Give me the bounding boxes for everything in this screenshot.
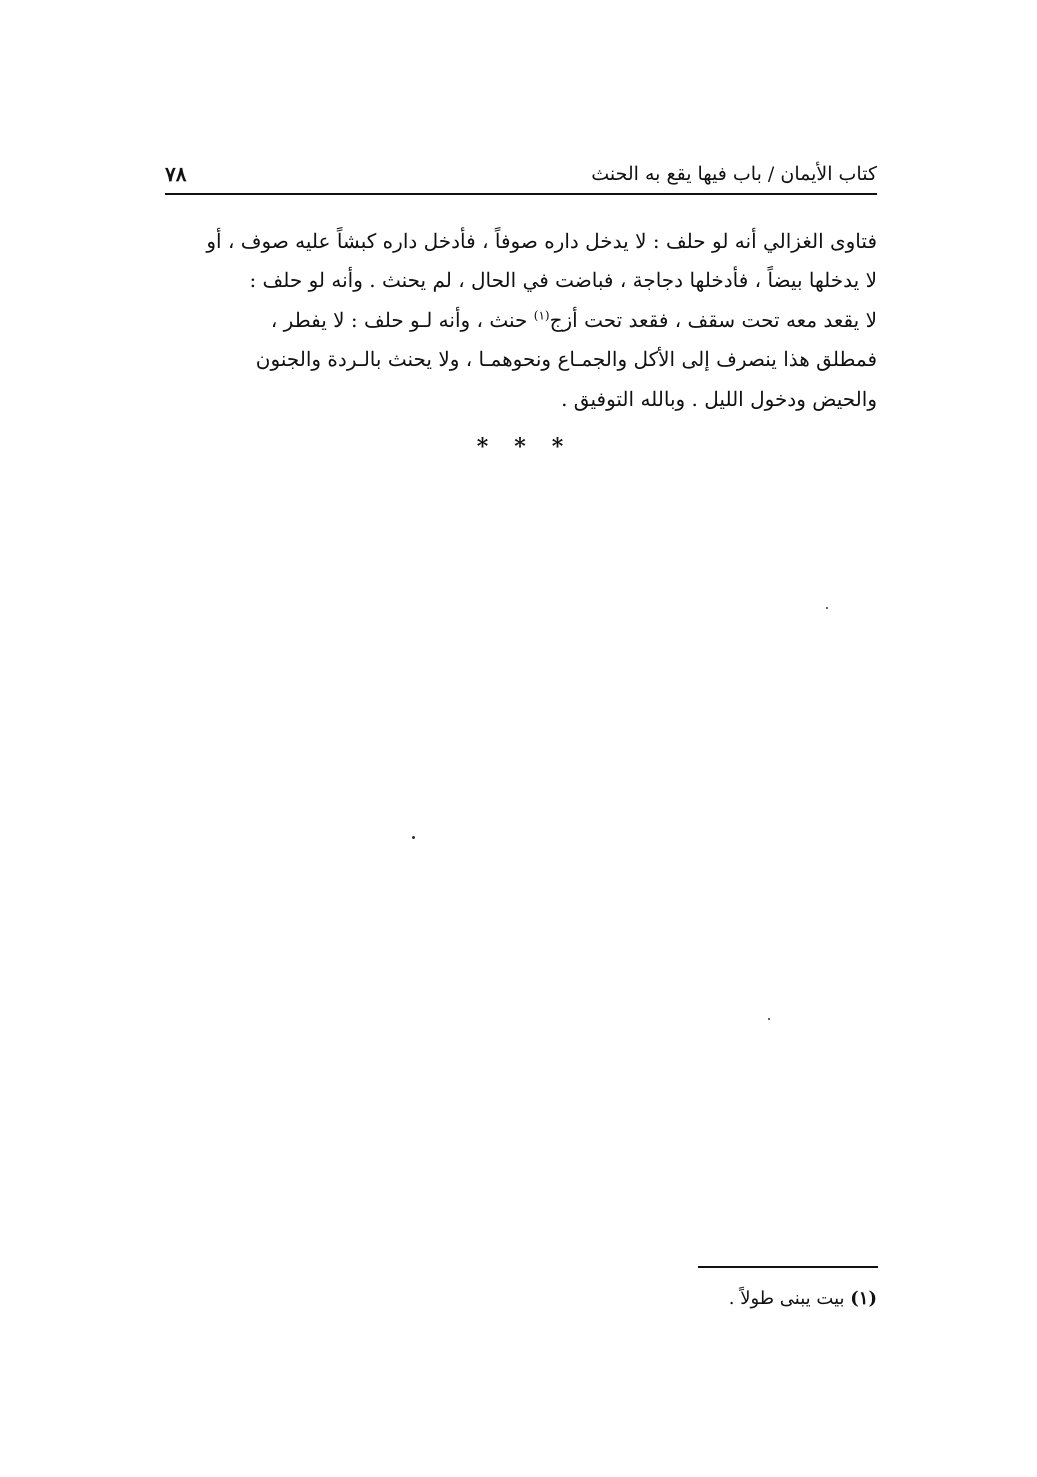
scan-speck [826, 607, 828, 609]
body-line-3 [165, 301, 877, 340]
running-header [165, 160, 877, 190]
body-line-3-end: حنث ، وأنه لـو حلف : لا يفطر ، [270, 307, 528, 332]
ornament-star: * [514, 434, 526, 460]
page-number: ٧٨ [165, 162, 187, 186]
scan-speck [768, 1018, 770, 1020]
footnote [477, 1285, 877, 1313]
footnote-reference[interactable]: (١) [533, 308, 550, 323]
ornament-star: * [476, 434, 489, 460]
body-line-3-start: لا يقعد معه تحت سقف ، فقعد تحت أزج [549, 307, 877, 332]
footnote-marker: (١) [850, 1288, 877, 1309]
footnote-divider [698, 1266, 878, 1268]
header-title: كتاب الأيمان / باب فيها يقع به الحنث [591, 163, 877, 185]
ornament-star: * [551, 434, 564, 460]
scan-speck [412, 836, 415, 839]
body-paragraph [165, 222, 877, 419]
body-line-2: لا يدخلها بيضاً ، فأدخلها دجاجة ، فباضت في الحال ، لم يحنث . وأنه لو حلف : [249, 268, 877, 293]
footnote-text: بيت يبنى طولاً . [728, 1288, 845, 1309]
body-line-1: فتاوى الغزالي أنه لو حلف : لا يدخل داره صوفاً ، فأدخل داره كبشاً عليه صوف ، أو [206, 229, 877, 253]
section-end-ornament [440, 432, 600, 462]
header-divider [165, 193, 877, 195]
body-line-5: والحيض ودخول الليل . وبالله التوفيق . [561, 386, 877, 411]
body-line-4: فمطلق هذا ينصرف إلى الأكل والجمـاع ونحوهمـا ، ولا يحنث بالـردة والجنون [255, 347, 877, 372]
